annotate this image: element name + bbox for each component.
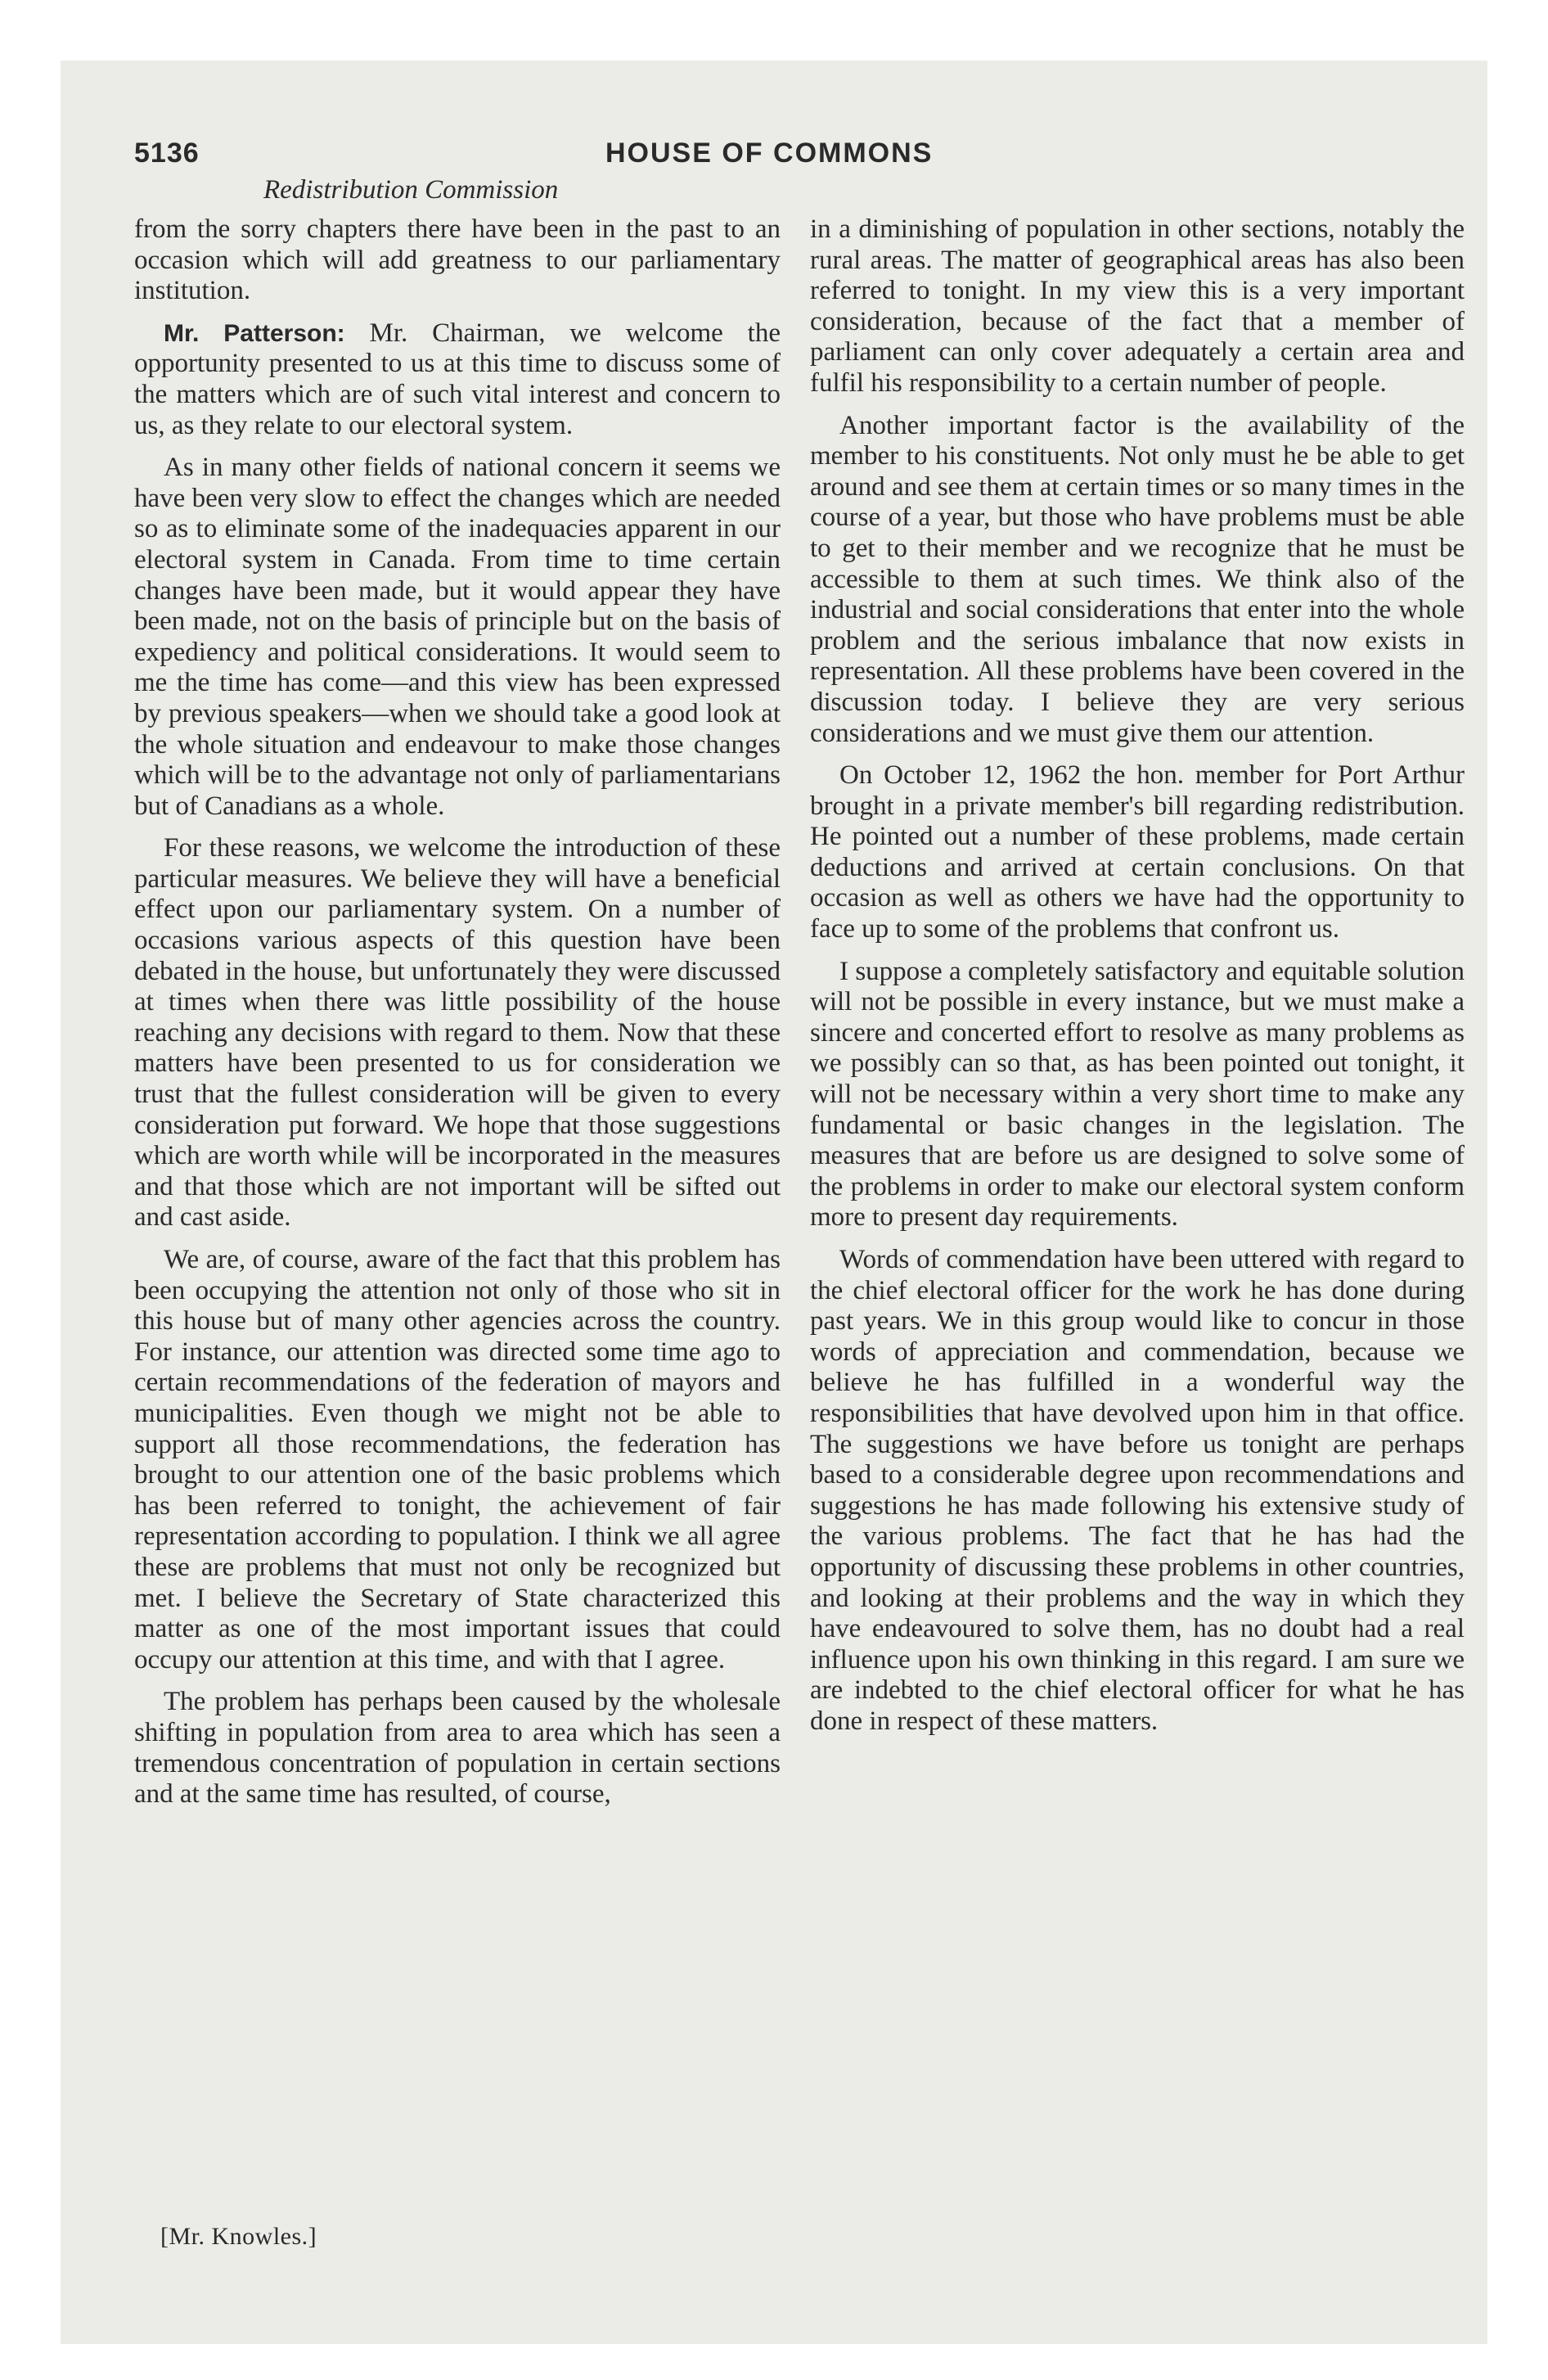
right-column — [810, 214, 1465, 1749]
paragraph: I suppose a completely satisfactory and equitable solution will not be possible in every instance, but we must make a sincere and concerted effort to resolve as many problems as we possibly can so that, as has been pointed out tonight, it will not be necessary within a very short time to make any fundamental or basic changes in the legislation. The measures that are before us are designed to solve some of the problems in order to make our electoral system conform more to present day requirements. — [810, 956, 1465, 1233]
paragraph: in a diminishing of population in other sections, notably the rural areas. The matter of geographical areas has also been referred to tonight. In my view this is a very important consideration, because of the fact that a member of parliament can only cover adequately a certain area and fulfil his responsibility to a certain number of people. — [810, 214, 1465, 398]
paragraph: We are, of course, aware of the fact that this problem has been occupying the attention not only of those who sit in this house but of many other agencies across the country. For instance, our attention was directed some time ago to certain recommendations of the federation of mayors and municipalities. Even though we might not be able to support all those recommendations, the federation has brought to our attention one of the basic problems which has been referred to tonight, the achievement of fair representation according to population. I think we all agree these are problems that must not only be recognized but met. I believe the Secretary of State characterized this matter as one of the most important issues that could occupy our attention at this time, and with that I agree. — [134, 1245, 781, 1675]
paragraph: Words of commendation have been uttered with regard to the chief electoral officer for the work he has done during past years. We in this group would like to concur in those words of appreciation and commendation, because we believe he has fulfilled in a wonderful way the responsibilities that have devolved upon him in that office. The suggestions we have before us tonight are perhaps based to a considerable degree upon recommendations and suggestions he has made following his extensive study of the various problems. The fact that he has had the opportunity of discussing these problems in other countries, and looking at their problems and the way in which they have endeavoured to solve them, has no doubt had a real influence upon his own thinking in this regard. I am sure we are indebted to the chief electoral officer for what he has done in respect of these matters. — [810, 1245, 1465, 1736]
speaker-footer-note: [Mr. Knowles.] — [160, 2223, 317, 2250]
speech-text: Mr. Chairman, we welcome the opportunity presented to us at this time to discuss some of the matters which are of such vital interest and concern to us, as they relate to our electoral system. — [134, 318, 781, 440]
paragraph: For these reasons, we welcome the introduction of these particular measures. We believe they will have a beneficial effect upon our parliamentary system. On a number of occasions various aspects of this question have been debated in the house, but unfortunately they were discussed at times when there was little possibility of the house reaching any decisions with regard to them. Now that these matters have been presented to us for consideration we trust that the fullest consideration will be given to every consideration put forward. We hope that those suggestions which are worth while will be incorporated in the measures and that those which are not important will be sifted out and cast aside. — [134, 833, 781, 1233]
paragraph: Another important factor is the availability of the member to his constituents. Not only must he be able to get around and see them at certain times or so many times in the course of a year, but those who have problems must be able to get to their member and we recognize that he must be accessible to them at such times. We think also of the industrial and social considerations that enter into the whole problem and the serious imbalance that now exists in representation. All these problems have been covered in the discussion today. I believe they are very serious considerations and we must give them our attention. — [810, 410, 1465, 748]
left-column — [134, 214, 781, 1822]
speaker-name: Mr. Patterson: — [164, 319, 345, 347]
paragraph: On October 12, 1962 the hon. member for Port Arthur brought in a private member's bill regarding redistribution. He pointed out a number of these problems, made certain deductions and arrived at certain conclusions. On that occasion as well as others we have had the opportunity to face up to some of the problems that confront us. — [810, 760, 1465, 944]
page-number: 5136 — [134, 137, 200, 169]
paragraph: The problem has perhaps been caused by the wholesale shifting in population from area to area which has seen a tremendous concentration of population in certain sections and at the same time has resulted, of course, — [134, 1687, 781, 1810]
paragraph: As in many other fields of national concern it seems we have been very slow to effect the changes which are needed so as to eliminate some of the inadequacies apparent in our electoral system in Canada. From time to time certain changes have been made, but it would appear they have been made, not on the basis of principle but on the basis of expediency and political considerations. It would seem to me the time has come—and this view has been expressed by previous speakers—when we should take a good look at the whole situation and endeavour to make those changes which will be to the advantage not only of parliamentarians but of Canadians as a whole. — [134, 453, 781, 821]
paragraph — [134, 318, 781, 441]
section-heading: Redistribution Commission — [263, 175, 559, 205]
running-head: HOUSE OF COMMONS — [605, 137, 934, 169]
paragraph: from the sorry chapters there have been in the past to an occasion which will add greatness to our parliamentary institution. — [134, 214, 781, 306]
